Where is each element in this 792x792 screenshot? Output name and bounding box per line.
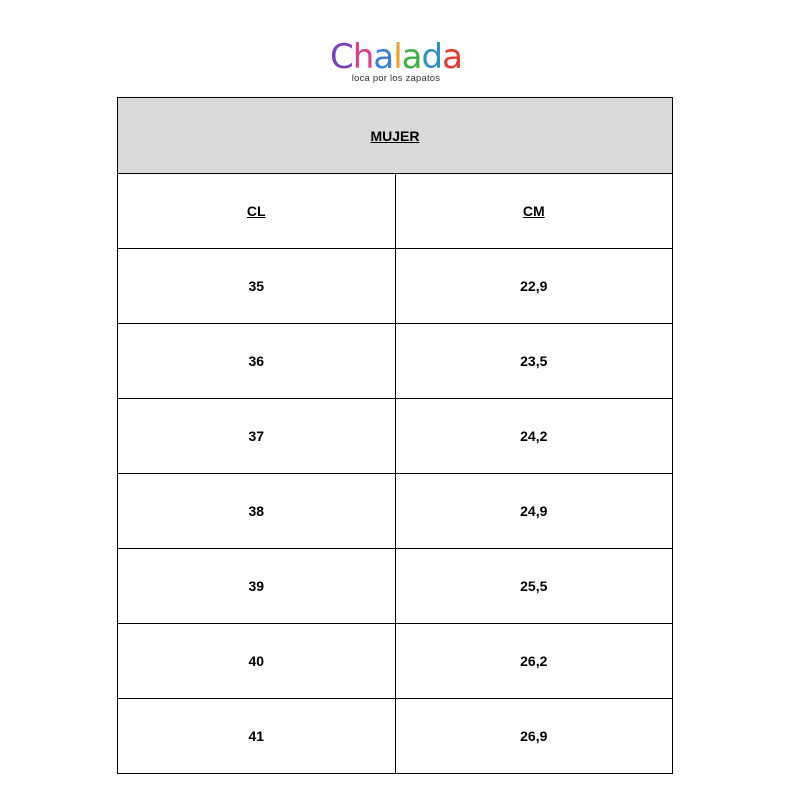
size-chart-table: [117, 97, 673, 774]
table-title-row: [118, 98, 673, 174]
cell-cm: 25,5: [395, 549, 673, 624]
cell-cl: 36: [118, 324, 396, 399]
table-row: [118, 699, 673, 774]
brand-logo: [0, 37, 792, 84]
table-row: [118, 324, 673, 399]
cell-cm: 24,2: [395, 399, 673, 474]
table-row: [118, 474, 673, 549]
table-row: [118, 549, 673, 624]
cell-cl: 40: [118, 624, 396, 699]
cell-cl: 35: [118, 249, 396, 324]
cell-cl: 39: [118, 549, 396, 624]
cell-cl: 37: [118, 399, 396, 474]
column-header-cl: CL: [118, 174, 396, 249]
cell-cl: 38: [118, 474, 396, 549]
cell-cm: 24,9: [395, 474, 673, 549]
section-title-cell: [118, 98, 673, 174]
table-row: [118, 624, 673, 699]
column-header-cm: CM: [395, 174, 673, 249]
cell-cl: 41: [118, 699, 396, 774]
logo-letter: a: [401, 37, 422, 77]
logo-letter: a: [442, 37, 462, 77]
logo-tagline: loca por los zapatos: [351, 73, 441, 84]
cell-cm: 23,5: [395, 324, 673, 399]
column-header-row: [118, 174, 673, 249]
logo-letter: a: [373, 37, 394, 77]
table-row: [118, 249, 673, 324]
logo-letter: d: [421, 37, 443, 77]
table-row: [118, 399, 673, 474]
cell-cm: 22,9: [395, 249, 673, 324]
section-title: MUJER: [370, 127, 420, 144]
logo-letter: l: [393, 37, 402, 77]
logo-wordmark: [330, 37, 462, 77]
cell-cm: 26,2: [395, 624, 673, 699]
logo-letter: h: [352, 37, 374, 77]
cell-cm: 26,9: [395, 699, 673, 774]
logo-letter: C: [330, 37, 353, 77]
